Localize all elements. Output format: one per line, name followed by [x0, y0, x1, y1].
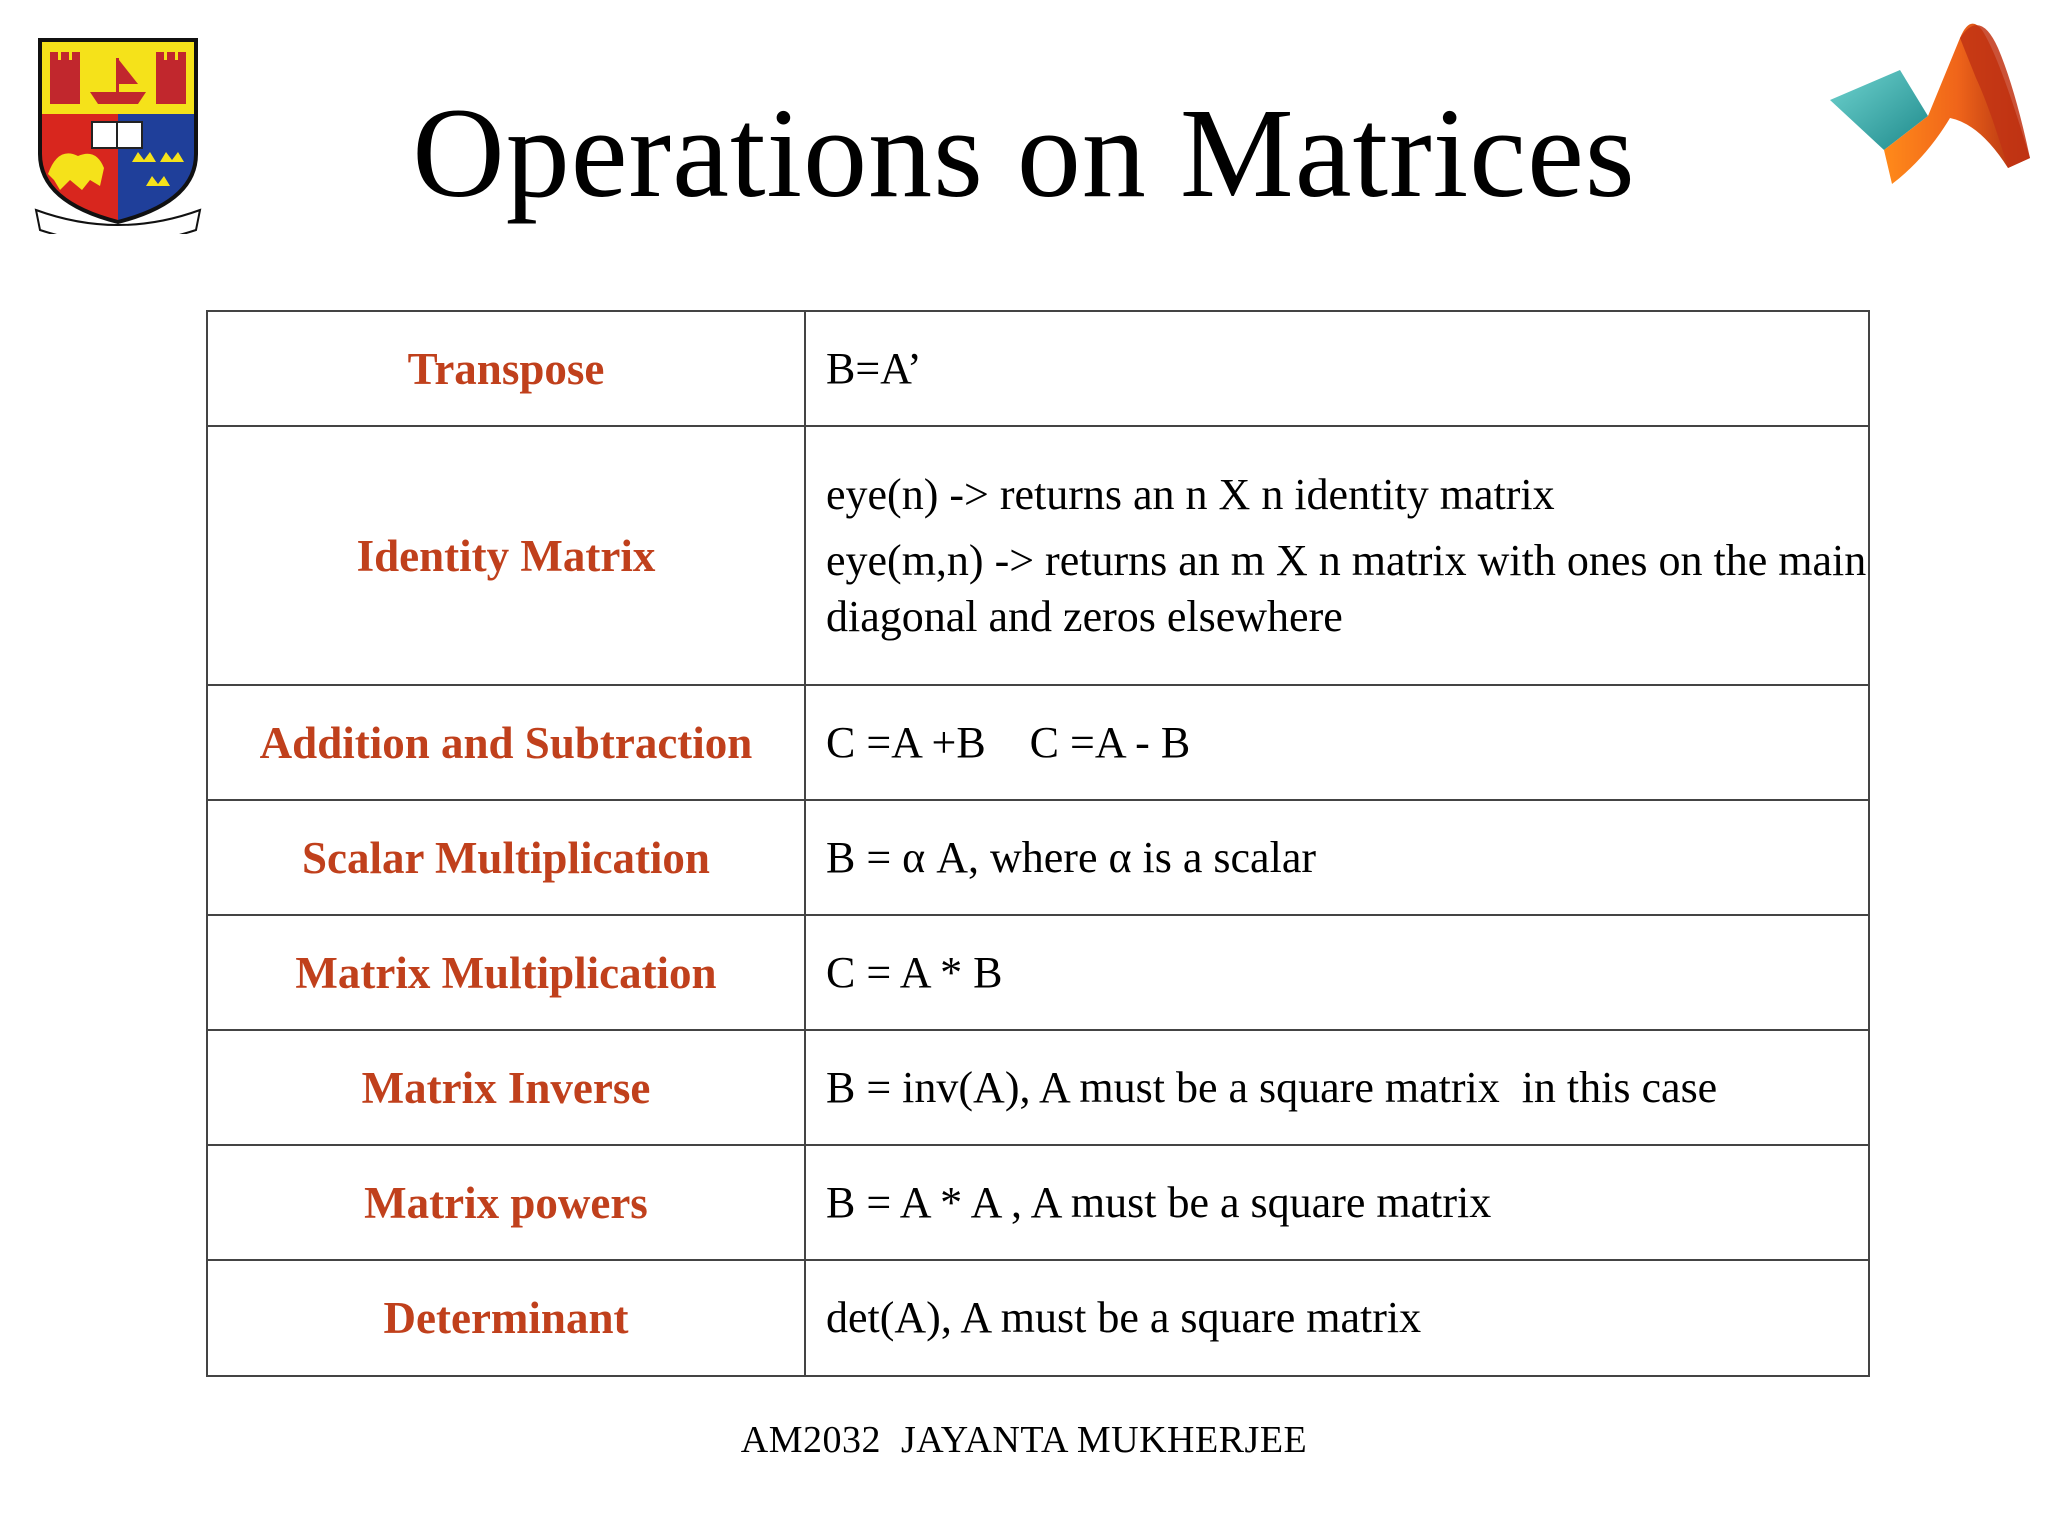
table-row [207, 311, 1869, 426]
operation-syntax [805, 311, 1869, 426]
operation-syntax [805, 1030, 1869, 1145]
operation-syntax [805, 685, 1869, 800]
operation-name: Transpose [207, 311, 805, 426]
table-row [207, 1030, 1869, 1145]
operation-name: Matrix Inverse [207, 1030, 805, 1145]
syntax-line: B = α A, where α is a scalar [826, 832, 1316, 882]
slide-footer: AM2032 JAYANTA MUKHERJEE [740, 1419, 1308, 1461]
table-row [207, 1145, 1869, 1260]
syntax-line: C =A +B C =A - B [826, 717, 1191, 767]
operation-name: Matrix Multiplication [207, 915, 805, 1030]
table-row [207, 426, 1869, 685]
table-row [207, 685, 1869, 800]
operation-name: Addition and Subtraction [207, 685, 805, 800]
syntax-line: eye(m,n) -> returns an m X n matrix with ones on the main diagonal and zeros elsewhere [826, 535, 1867, 641]
syntax-line: eye(n) -> returns an n X n identity matrix [826, 469, 1555, 519]
slide-title: Operations on Matrices [412, 82, 1636, 224]
table-row [207, 915, 1869, 1030]
syntax-line: B = inv(A), A must be a square matrix in this case [826, 1062, 1718, 1112]
matrix-operations-table [206, 310, 1870, 1377]
table-row [207, 1260, 1869, 1376]
syntax-line: C = A * B [826, 947, 1003, 997]
operation-syntax [805, 426, 1869, 685]
syntax-line: B=A’ [826, 343, 922, 393]
operation-name: Identity Matrix [207, 426, 805, 685]
operation-name: Determinant [207, 1260, 805, 1376]
syntax-line: B = A * A , A must be a square matrix [826, 1177, 1492, 1227]
operation-syntax [805, 800, 1869, 915]
operation-syntax [805, 1260, 1869, 1376]
operation-name: Scalar Multiplication [207, 800, 805, 915]
operation-name: Matrix powers [207, 1145, 805, 1260]
table-row [207, 800, 1869, 915]
operation-syntax [805, 1145, 1869, 1260]
syntax-line: det(A), A must be a square matrix [826, 1293, 1422, 1342]
operation-syntax [805, 915, 1869, 1030]
